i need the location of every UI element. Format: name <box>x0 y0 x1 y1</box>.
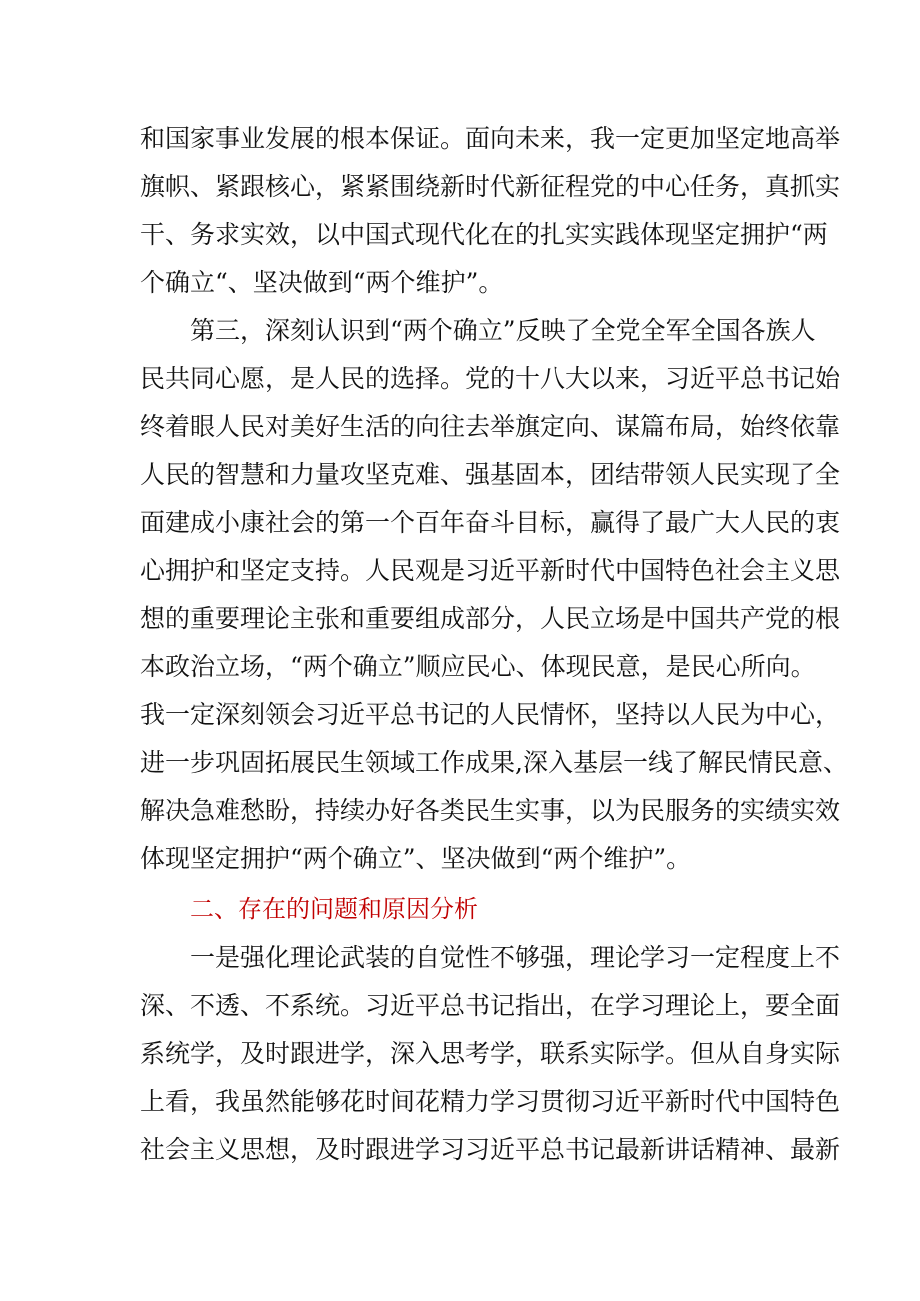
text-line: 体现坚定拥护“两个确立”、坚决做到“两个维护”。 <box>140 844 692 873</box>
paragraph-3 <box>140 934 841 1174</box>
text-line: 个确立“、坚决做到“两个维护”。 <box>140 268 504 297</box>
text-line: 社会主义思想，及时跟进学习习近平总书记最新讲话精神、最新 <box>140 1135 841 1164</box>
text-line: 干、务求实效，以中国式现代化在的扎实实践体现坚定拥护“两 <box>140 220 828 249</box>
text-line: 面建成小康社会的第一个百年奋斗目标，赢得了最广大人民的衷 <box>140 508 841 537</box>
paragraph-1 <box>140 115 841 307</box>
text-line: 进一步巩固拓展民生领域工作成果,深入基层一线了解民情民意、 <box>140 748 848 777</box>
paragraph-2 <box>140 307 848 883</box>
text-line: 深、不透、不系统。习近平总书记指出，在学习理论上，要全面 <box>140 991 841 1020</box>
text-line: 旗帜、紧跟核心，紧紧围绕新时代新征程党的中心任务，真抓实 <box>140 172 841 201</box>
text-line: 本政治立场，“两个确立”顺应民心、体现民意，是民心所向。 <box>140 652 816 681</box>
text-line: 心拥护和坚定支持。人民观是习近平新时代中国特色社会主义思 <box>140 556 841 585</box>
text-line: 一是强化理论武装的自觉性不够强，理论学习一定程度上不 <box>190 943 841 972</box>
text-line: 终着眼人民对美好生活的向往去举旗定向、谋篇布局，始终依靠 <box>140 412 841 441</box>
text-line: 上看，我虽然能够花时间花精力学习贯彻习近平新时代中国特色 <box>140 1087 841 1116</box>
text-line: 和国家事业发展的根本保证。面向未来，我一定更加坚定地高举 <box>140 124 841 153</box>
text-line: 我一定深刻领会习近平总书记的人民情怀，坚持以人民为中心， <box>140 700 841 729</box>
text-line: 想的重要理论主张和重要组成部分，人民立场是中国共产党的根 <box>140 604 841 633</box>
section-heading: 二、存在的问题和原因分析 <box>190 895 478 923</box>
text-line: 系统学，及时跟进学，深入思考学，联系实际学。但从自身实际 <box>140 1039 841 1068</box>
text-line: 人民的智慧和力量攻坚克难、强基固本，团结带领人民实现了全 <box>140 460 841 489</box>
text-line: 解决急难愁盼，持续办好各类民生实事，以为民服务的实绩实效 <box>140 796 841 825</box>
text-line: 第三，深刻认识到“两个确立”反映了全党全军全国各族人 <box>190 316 816 345</box>
text-line: 民共同心愿，是人民的选择。党的十八大以来，习近平总书记始 <box>140 364 841 393</box>
